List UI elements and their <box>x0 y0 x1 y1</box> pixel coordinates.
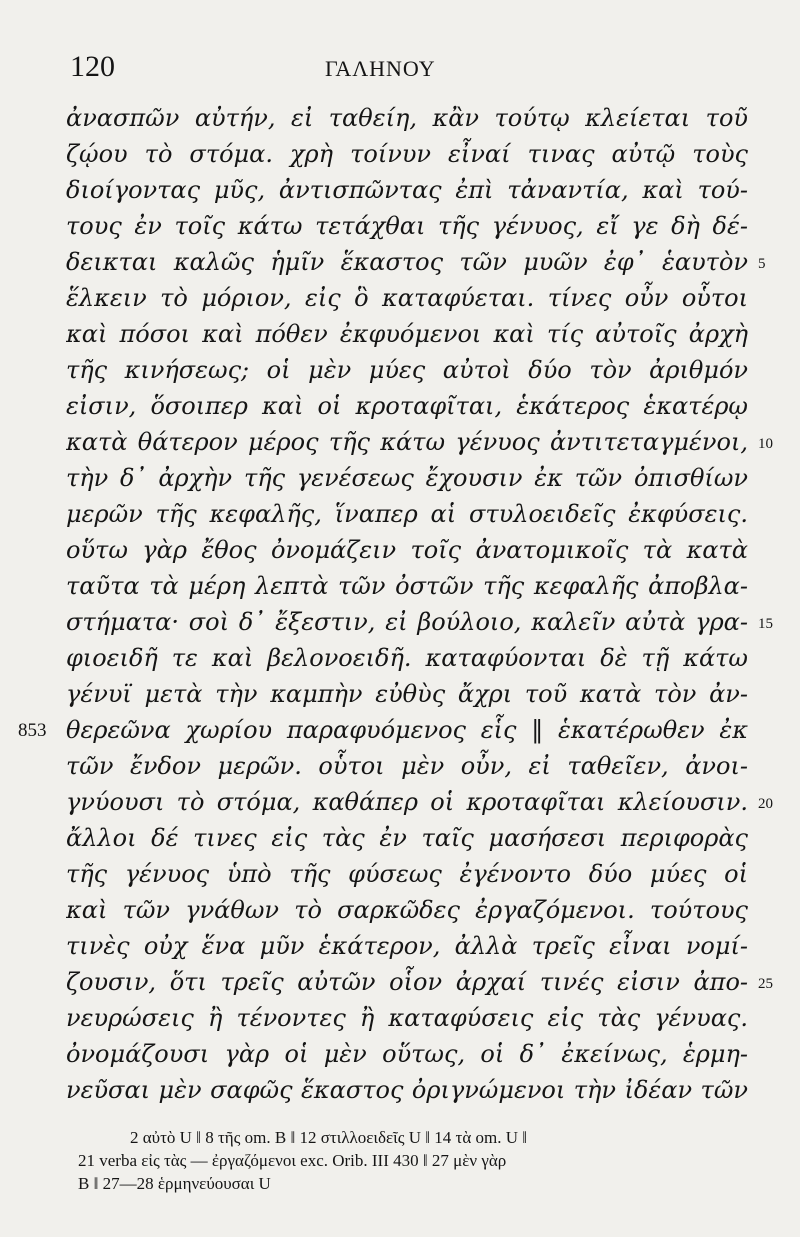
line-text: ζῴου τὸ στόμα. χρὴ τοίνυν εἶναί τινας αὐτῷ τοὺς <box>66 140 748 168</box>
line-text: ἕλκειν τὸ μόριον, εἰς ὃ καταφύεται. τίνες οὖν οὗτοι <box>66 284 748 312</box>
line-number: 15 <box>758 616 773 632</box>
text-line <box>0 928 800 964</box>
text-line <box>0 820 800 856</box>
text-line <box>0 136 800 172</box>
critical-apparatus <box>78 1126 746 1195</box>
text-line <box>0 532 800 568</box>
line-text: κατὰ θάτερον μέρος τῆς κάτω γένυος ἀντιτεταγμένοι, <box>66 428 748 456</box>
running-title: ΓΑΛΗΝΟΥ <box>325 56 436 81</box>
line-text: καὶ τῶν γνάθων τὸ σαρκῶδες ἐργαζόμενοι. τούτους <box>66 896 748 924</box>
text-line <box>0 1072 800 1108</box>
text-line <box>0 712 800 748</box>
text-line <box>0 424 800 460</box>
line-text: θερεῶνα χωρίου παραφυόμενος εἷς ‖ ἑκατέρωθεν ἐκ <box>66 716 748 744</box>
line-number: 20 <box>758 796 773 812</box>
text-line <box>0 316 800 352</box>
line-text: ταῦτα τὰ μέρη λεπτὰ τῶν ὀστῶν τῆς κεφαλῆς ἀποβλα- <box>66 572 748 600</box>
text-line <box>0 244 800 280</box>
text-line <box>0 892 800 928</box>
line-text: τους ἐν τοῖς κάτω τετάχθαι τῆς γένυος, εἴ γε δὴ δέ- <box>66 212 748 240</box>
text-line <box>0 964 800 1000</box>
page-number: 120 <box>70 50 115 83</box>
margin-page-reference: 853 <box>18 720 47 741</box>
line-text: ἀνασπῶν αὐτήν, εἰ ταθείη, κἂν τούτῳ κλείεται τοῦ <box>66 104 748 132</box>
page-header <box>70 46 750 96</box>
text-line <box>0 604 800 640</box>
line-number: 10 <box>758 436 773 452</box>
text-line <box>0 100 800 136</box>
line-text: μερῶν τῆς κεφαλῆς, ἵναπερ αἱ στυλοειδεῖς ἐκφύσεις. <box>66 500 748 528</box>
text-line <box>0 1000 800 1036</box>
line-text: εἰσιν, ὅσοιπερ καὶ οἱ κροταφῖται, ἑκάτερος ἑκατέρῳ <box>66 392 748 420</box>
text-line <box>0 388 800 424</box>
line-text: ὀνομάζουσι γὰρ οἱ μὲν οὕτως, οἱ δ᾿ ἐκείνως, ἑρμη- <box>66 1040 748 1068</box>
line-text: νεῦσαι μὲν σαφῶς ἕκαστος ὀριγνώμενοι τὴν ἰδέαν τῶν <box>66 1076 748 1104</box>
line-text: δεικται καλῶς ἡμῖν ἕκαστος τῶν μυῶν ἐφ᾿ ἑαυτὸν <box>66 248 748 276</box>
line-text: οὕτω γὰρ ἔθος ὀνομάζειν τοῖς ἀνατομικοῖς τὰ κατὰ <box>66 536 748 564</box>
main-text <box>0 100 800 1108</box>
line-text: νευρώσεις ἢ τένοντες ἢ καταφύσεις εἰς τὰς γένυας. <box>66 1004 748 1032</box>
text-line <box>0 676 800 712</box>
line-text: τῆς γένυος ὑπὸ τῆς φύσεως ἐγένοντο δύο μύες οἱ <box>66 860 748 888</box>
line-text: ζουσιν, ὅτι τρεῖς αὐτῶν οἷον ἀρχαί τινές εἰσιν ἀπο- <box>66 968 748 996</box>
text-line <box>0 568 800 604</box>
line-text: καὶ πόσοι καὶ πόθεν ἐκφυόμενοι καὶ τίς αὐτοῖς ἀρχὴ <box>66 320 748 348</box>
text-line <box>0 784 800 820</box>
text-line <box>0 748 800 784</box>
footnote-line: B ‖ 27—28 ἑρμηνεύουσαι U <box>78 1174 271 1193</box>
text-line <box>0 1036 800 1072</box>
footnote-line: 21 verba εἰς τὰς — ἐργαζόμενοι exc. Orib. III 430 ‖ 27 μὲν γὰρ <box>78 1151 507 1170</box>
text-line <box>0 640 800 676</box>
text-line <box>0 460 800 496</box>
line-text: φιοειδῆ τε καὶ βελονοειδῆ. καταφύονται δὲ τῇ κάτω <box>66 644 748 672</box>
line-number: 25 <box>758 976 773 992</box>
text-line <box>0 496 800 532</box>
line-text: τὴν δ᾿ ἀρχὴν τῆς γενέσεως ἔχουσιν ἐκ τῶν ὀπισθίων <box>66 464 748 492</box>
footnote-line: 2 αὐτὸ U ‖ 8 τῆς om. B ‖ 12 στιλλοειδεῖς U ‖ 14 τὰ om. U ‖ <box>130 1128 528 1147</box>
line-text: τῶν ἔνδον μερῶν. οὗτοι μὲν οὖν, εἰ ταθεῖεν, ἀνοι- <box>66 752 748 780</box>
line-text: τινὲς οὐχ ἕνα μῦν ἑκάτερον, ἀλλὰ τρεῖς εἶναι νομί- <box>66 932 748 960</box>
text-line <box>0 172 800 208</box>
line-text: στήματα· σοὶ δ᾿ ἔξεστιν, εἰ βούλοιο, καλεῖν αὐτὰ γρα- <box>66 608 748 636</box>
line-text: διοίγοντας μῦς, ἀντισπῶντας ἐπὶ τἀναντία, καὶ τού- <box>66 176 748 204</box>
line-text: ἄλλοι δέ τινες εἰς τὰς ἐν ταῖς μασήσεσι περιφορὰς <box>66 824 748 852</box>
text-line <box>0 280 800 316</box>
text-line <box>0 352 800 388</box>
line-text: τῆς κινήσεως; οἱ μὲν μύες αὐτοὶ δύο τὸν ἀριθμόν <box>66 356 748 384</box>
line-text: γένυϊ μετὰ τὴν καμπὴν εὐθὺς ἄχρι τοῦ κατὰ τὸν ἀν- <box>66 680 748 708</box>
text-line <box>0 856 800 892</box>
line-text: γνύουσι τὸ στόμα, καθάπερ οἱ κροταφῖται κλείουσιν. <box>66 788 748 816</box>
line-number: 5 <box>758 256 766 272</box>
text-line <box>0 208 800 244</box>
